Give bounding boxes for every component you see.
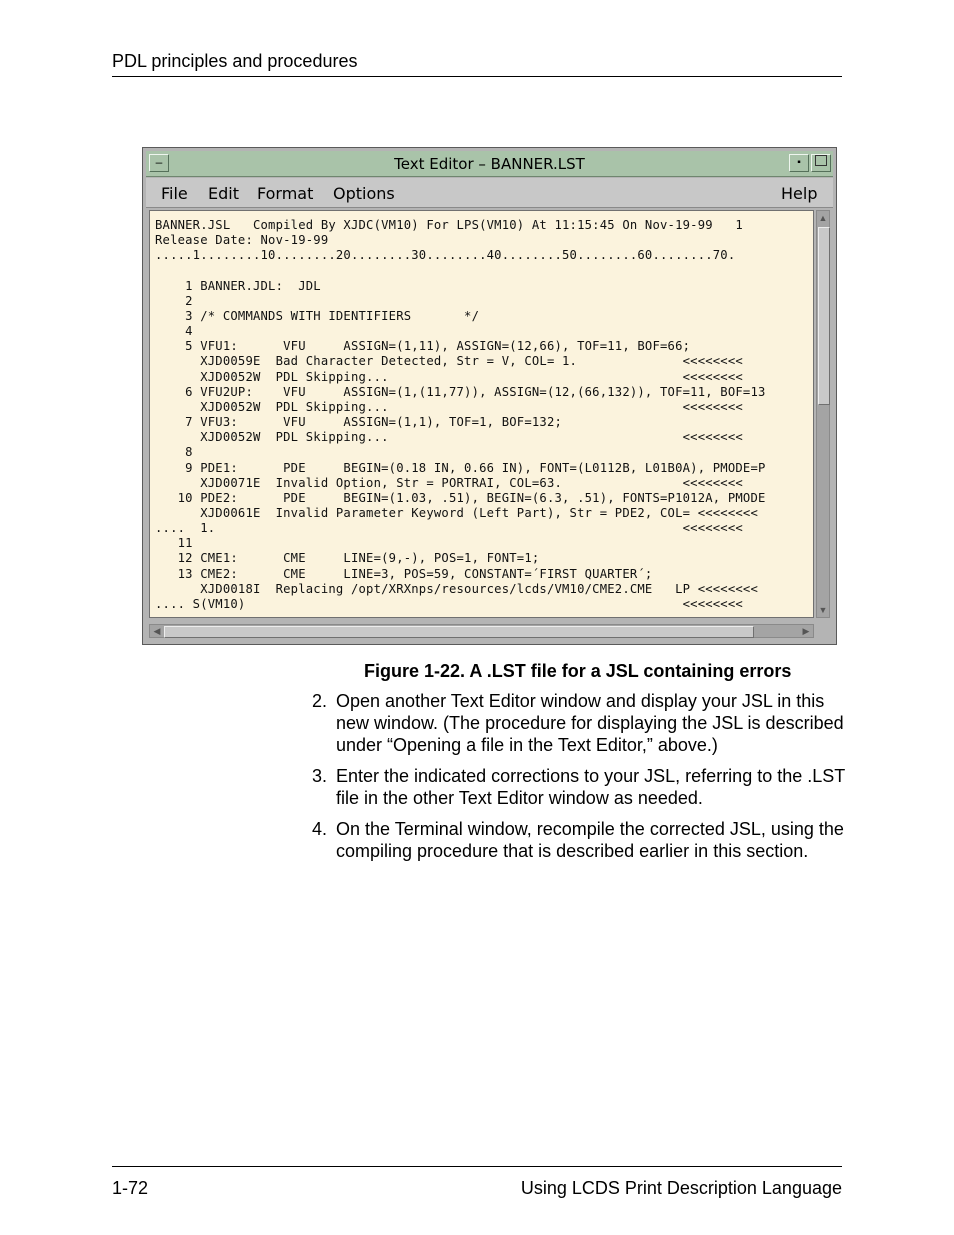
page-header: PDL principles and procedures — [112, 51, 358, 71]
procedure-steps — [312, 690, 852, 871]
horizontal-scroll-thumb[interactable] — [164, 626, 754, 638]
scroll-down-icon[interactable]: ▼ — [818, 605, 828, 615]
text-editor-area[interactable] — [149, 210, 814, 618]
document-title: Using LCDS Print Description Language — [520, 1178, 842, 1198]
step-number: 2. — [312, 691, 328, 711]
vertical-scrollbar[interactable] — [816, 210, 830, 618]
figure-caption: Figure 1-22. A .LST file for a JSL containing errors — [364, 661, 792, 681]
maximize-icon[interactable] — [811, 154, 831, 172]
step-text: Open another Text Editor window and display your JSL in this new window. (The procedure for displaying the JSL is described under “Opening a file in the Text Editor,” above.) — [336, 691, 844, 755]
scroll-left-icon[interactable]: ◀ — [153, 626, 161, 636]
scroll-right-icon[interactable]: ▶ — [802, 626, 810, 636]
list-item — [312, 765, 852, 809]
menu-help[interactable]: Help — [781, 184, 818, 203]
footer-rule — [112, 1166, 842, 1167]
menu-options[interactable]: Options — [333, 184, 395, 203]
scroll-up-icon[interactable]: ▲ — [818, 213, 828, 223]
window-title: Text Editor – BANNER.LST — [394, 155, 585, 173]
text-editor-window — [142, 147, 837, 645]
step-text: On the Terminal window, recompile the corrected JSL, using the compiling procedure that is described earlier in this section. — [336, 819, 844, 861]
list-item — [312, 818, 852, 862]
menu-edit[interactable]: Edit — [208, 184, 239, 203]
list-item — [312, 690, 852, 756]
menu-file[interactable]: File — [161, 184, 188, 203]
header-rule — [112, 76, 842, 77]
menu-format[interactable]: Format — [257, 184, 314, 203]
window-menu-icon[interactable]: – — [149, 154, 169, 172]
horizontal-scrollbar[interactable] — [149, 624, 814, 638]
step-number: 3. — [312, 766, 328, 786]
vertical-scroll-thumb[interactable] — [818, 227, 830, 405]
menu-bar — [146, 178, 833, 208]
step-text: Enter the indicated corrections to your JSL, referring to the .LST file in the other Text Editor window as needed. — [336, 766, 845, 808]
page-number: 1-72 — [112, 1178, 149, 1198]
step-number: 4. — [312, 819, 328, 839]
window-titlebar[interactable] — [146, 151, 833, 177]
minimize-icon[interactable]: ▪ — [789, 154, 809, 172]
lst-file-content: BANNER.JSL Compiled By XJDC(VM10) For LPS(VM10) At 11:15:45 On Nov-19-99 1 Release Date: Nov-19-99 .....1........10........20........30........40........50........60........70. 1 BANNER.JDL: JDL 2 3 /* COMMANDS WITH IDENTIFIERS */ 4 5 VFU1: VFU ASSIGN=(1,11), ASSIGN=(12,66), TOF=11, BOF=66; XJD0059E Bad Character Detected, Str = V, COL= 1. <<<<<<<< XJD0052W PDL Skipping... <<<<<<<< 6 VFU2UP: VFU ASSIGN=(1,(11,77)), ASSIGN=(12,(66,132)), TOF=11, BOF=13 XJD0052W PDL Skipping... <<<<<<<< 7 VFU3: VFU ASSIGN=(1,1), TOF=1, BOF=132; XJD0052W PDL Skipping... <<<<<<<< 8 9 PDE1: PDE BEGIN=(0.18 IN, 0.66 IN), FONT=(L0112B, L01B0A), PMODE=P XJD0071E Invalid Option, Str = PORTRAI, COL=63. <<<<<<<< 10 PDE2: PDE BEGIN=(1.03, .51), BEGIN=(6.3, .51), FONTS=P1012A, PMODE XJD0061E Invalid Parameter Keyword (Left Part), Str = PDE2, COL= <<<<<<<< .... 1. <<<<<<<< 11 12 CME1: CME LINE=(9,-), POS=1, FONT=1; 13 CME2: CME LINE=3, POS=59, CONSTANT=´FIRST QUARTER´; XJD0018I Replacing /opt/XRXnps/resources/lcds/VM10/CME2.CME LP <<<<<<<< .... S(VM10) <<<<<<<< — [155, 218, 766, 611]
